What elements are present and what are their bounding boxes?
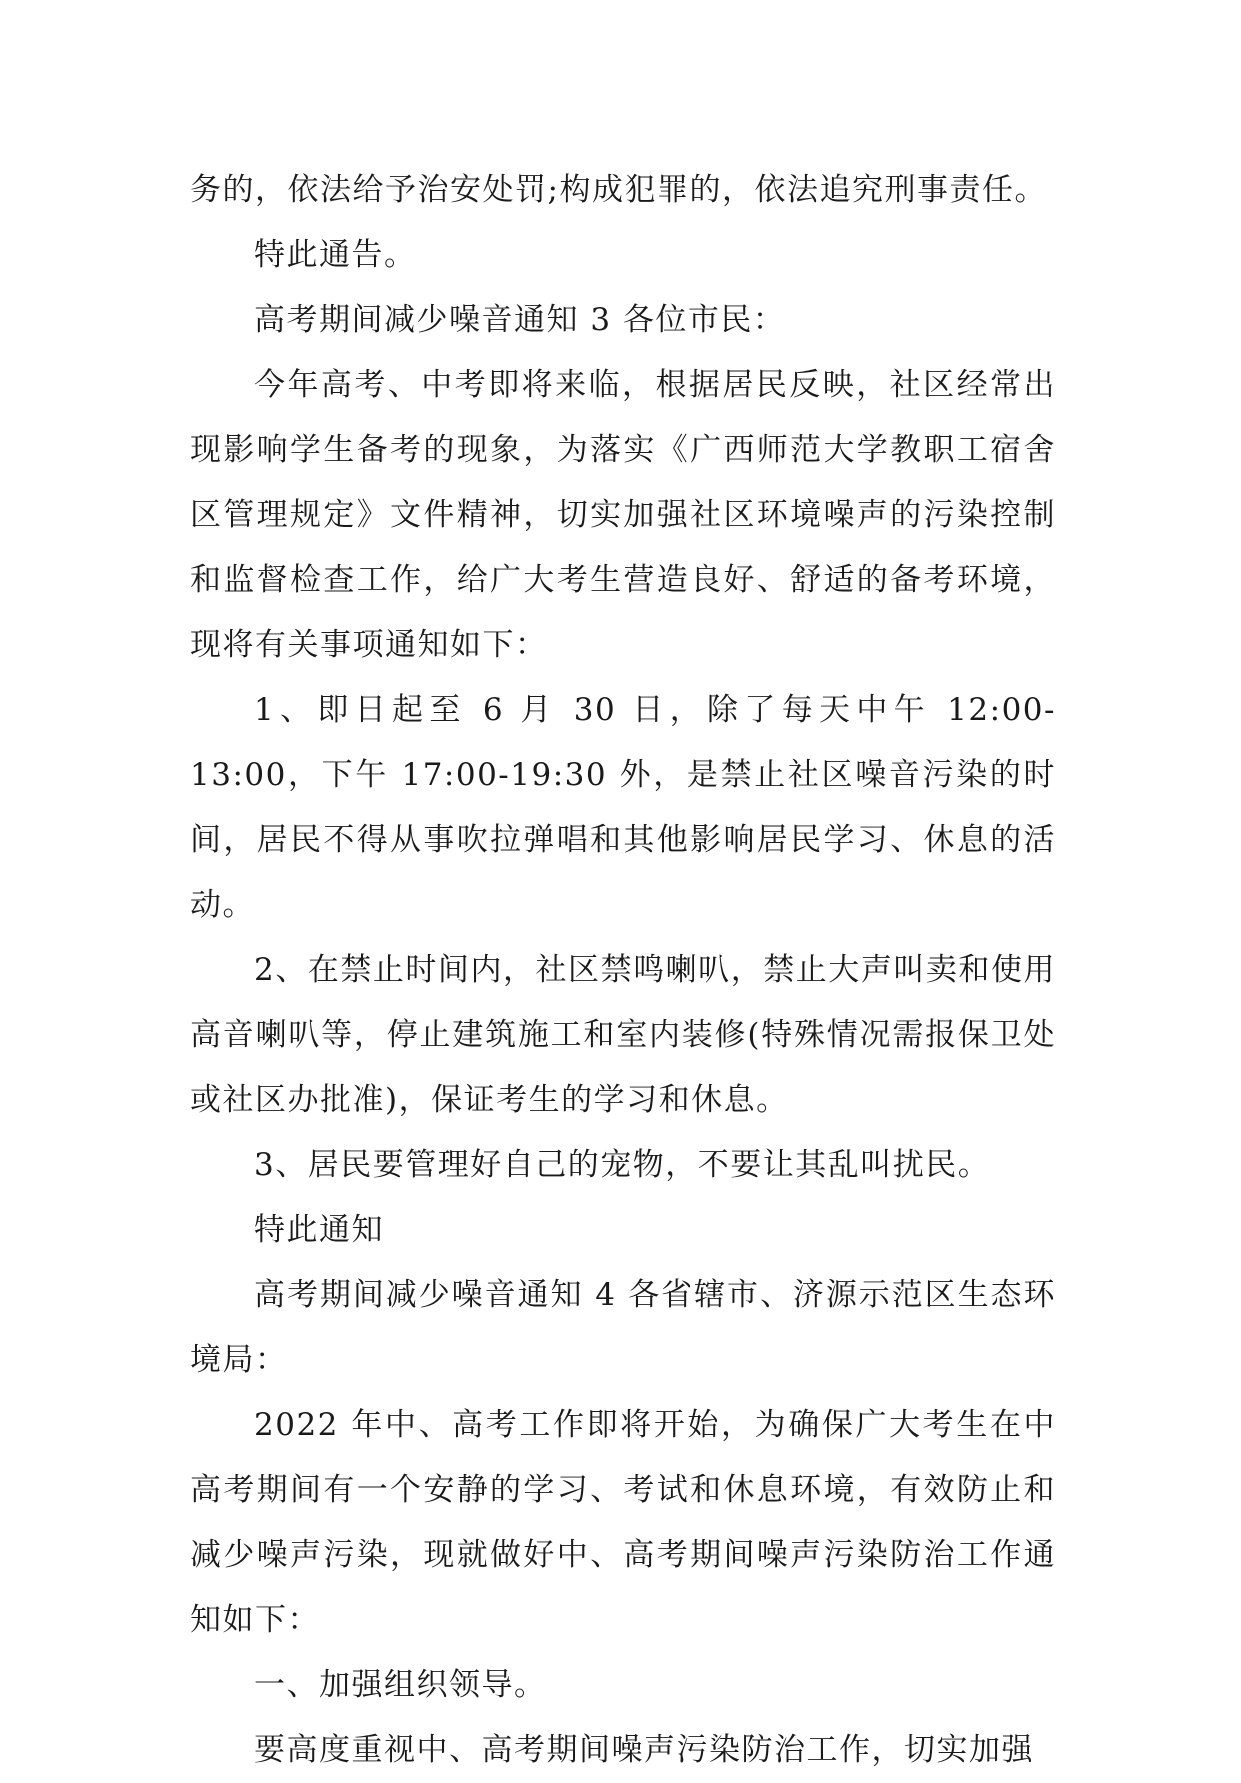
paragraph-continuation: 务的，依法给予治安处罚;构成犯罪的，依法追究刑事责任。 [190,172,1047,208]
paragraph-item-3: 3、居民要管理好自己的宠物，不要让其乱叫扰民。 [254,1147,991,1183]
paragraph-notice3-heading: 高考期间减少噪音通知 3 各位市民： [254,302,786,338]
paragraph-notice3-closing: 特此通知 [254,1212,384,1248]
paragraph-section-heading: 一、加强组织领导。 [254,1667,547,1703]
paragraph-item-2: 2、在禁止时间内，社区禁鸣喇叭，禁止大声叫卖和使用高音喇叭等，停止建筑施工和室内装修(特殊情况需报保卫处或社区办批准)，保证考生的学习和休息。 [190,952,1056,1118]
paragraph-section-body: 要高度重视中、高考期间噪声污染防治工作，切实加强 [254,1732,1034,1768]
paragraph-notice4-heading: 高考期间减少噪音通知 4 各省辖市、济源示范区生态环境局： [190,1277,1056,1378]
paragraph-notice3-intro: 今年高考、中考即将来临，根据居民反映，社区经常出现影响学生备考的现象，为落实《广西师范大学教职工宿舍区管理规定》文件精神，切实加强社区环境噪声的污染控制和监督检查工作，给广大考生营造良好、舒适的备考环境，现将有关事项通知如下： [190,367,1056,663]
document-body [190,158,1056,1783]
paragraph-item-1: 1、即日起至 6 月 30 日，除了每天中午 12:00-13:00，下午 17:00-19:30 外，是禁止社区噪音污染的时间，居民不得从事吹拉弹唱和其他影响居民学习、休息的活动。 [190,692,1056,923]
paragraph-notice4-intro: 2022 年中、高考工作即将开始，为确保广大考生在中高考期间有一个安静的学习、考试和休息环境，有效防止和减少噪声污染，现就做好中、高考期间噪声污染防治工作通知如下： [190,1407,1056,1638]
paragraph-notice-closing: 特此通告。 [254,237,417,273]
